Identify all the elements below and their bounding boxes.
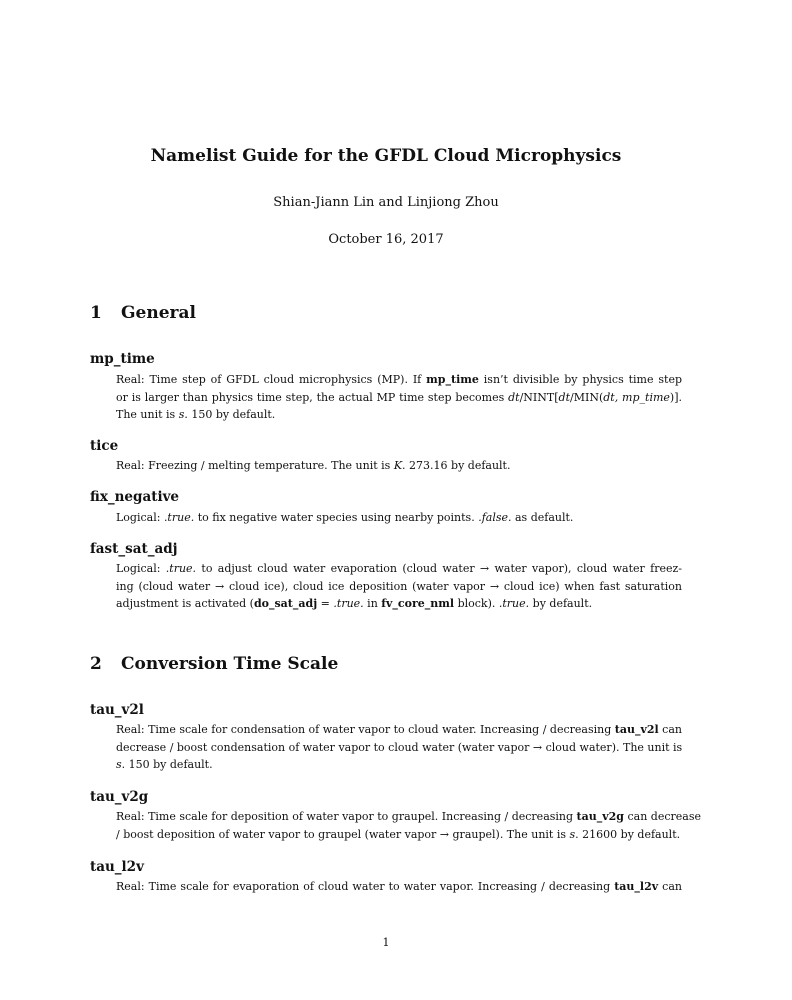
description-line: Real: Time scale for condensation of water vapor to cloud water. Increasing / decreasing tau_v2l can [116, 723, 682, 736]
entry-name-tau-v2l: tau_v2l [90, 702, 144, 718]
description-line: ing (cloud water → cloud ice), cloud ice deposition (water vapor → cloud ice) when fast saturation [116, 579, 682, 593]
section-number: 1 [90, 303, 102, 323]
date: October 16, 2017 [328, 232, 444, 247]
description-line: Real: Freezing / melting temperature. The unit is K. 273.16 by default. [116, 459, 511, 472]
description-line: adjustment is activated (do_sat_adj = .true. in fv_core_nml block). .true. by default. [116, 597, 593, 610]
section-heading-conversion-time-scale [90, 654, 338, 674]
authors: Shian-Jiann Lin and Linjiong Zhou [273, 195, 499, 210]
entry-description-tice [116, 457, 682, 475]
description-line: / boost deposition of water vapor to graupel (water vapor → graupel). The unit is s. 21600 by default. [116, 827, 681, 841]
entry-description-fix-negative [116, 509, 682, 527]
entry-name-fix-negative: fix_negative [90, 489, 180, 505]
section-title: Conversion Time Scale [121, 654, 339, 674]
section-number: 2 [90, 654, 102, 674]
entry-description-fast-sat-adj [116, 560, 682, 613]
description-line: s. 150 by default. [116, 758, 213, 771]
section-heading-general [90, 303, 196, 323]
document-title: Namelist Guide for the GFDL Cloud Microphysics [150, 146, 622, 166]
description-line: Logical: .true. to adjust cloud water evaporation (cloud water → water vapor), cloud water freez- [116, 562, 682, 575]
entry-name-tau-l2v: tau_l2v [90, 859, 144, 875]
description-line: Real: Time scale for deposition of water vapor to graupel. Increasing / decreasing tau_v2g can decrease [116, 810, 701, 823]
page-number: 1 [382, 936, 390, 949]
description-line: or is larger than physics time step, the actual MP time step becomes dt/NINT[dt/MIN(dt, mp_time)]. [116, 390, 682, 404]
entry-description-tau-v2g [116, 808, 701, 843]
entry-name-tice: tice [90, 438, 119, 454]
description-line: decrease / boost condensation of water vapor to cloud water (water vapor → cloud water). The unit is [116, 740, 683, 754]
entry-description-mp-time [116, 371, 682, 424]
entry-name-mp-time: mp_time [90, 351, 155, 367]
section-title: General [121, 303, 196, 323]
entry-description-tau-v2l [116, 721, 682, 774]
description-line: Real: Time scale for evaporation of cloud water to water vapor. Increasing / decreasing tau_l2v can [116, 880, 682, 893]
entry-name-tau-v2g: tau_v2g [90, 789, 149, 805]
entry-name-fast-sat-adj: fast_sat_adj [90, 541, 178, 557]
entry-description-tau-l2v [116, 878, 682, 896]
description-line: The unit is s. 150 by default. [116, 408, 276, 421]
description-line: Real: Time step of GFDL cloud microphysics (MP). If mp_time isn’t divisible by physics time step [116, 373, 682, 386]
description-line: Logical: .true. to fix negative water species using nearby points. .false. as default. [116, 511, 574, 524]
